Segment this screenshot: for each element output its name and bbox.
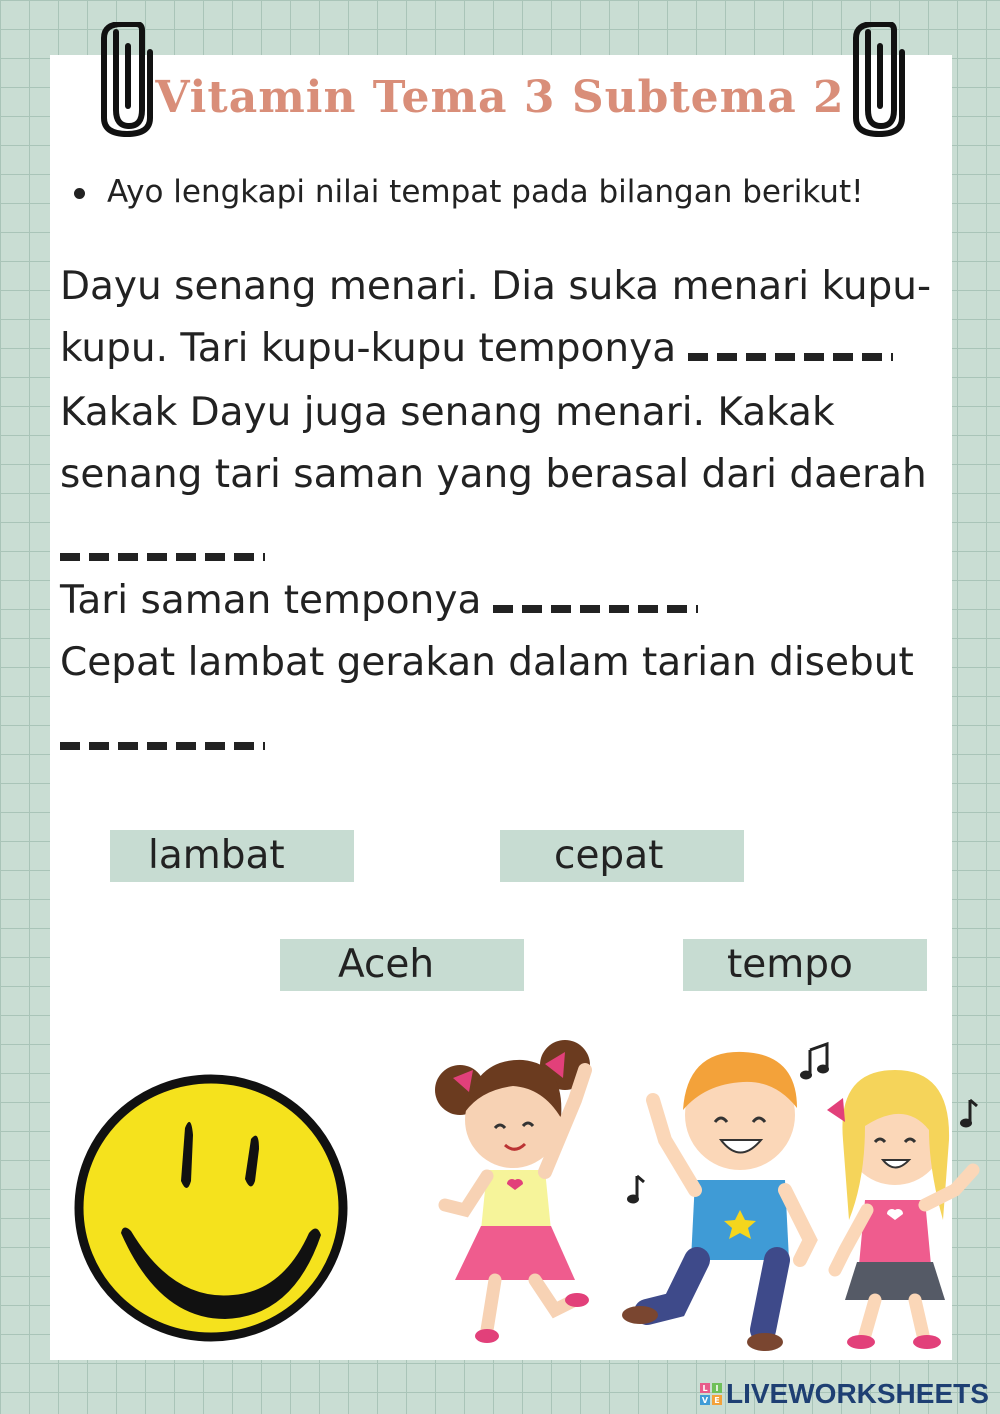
instruction-text: Ayo lengkapi nilai tempat pada bilangan berikut! [107,174,864,210]
liveworksheets-logo-icon [700,1383,722,1405]
passage-line-4: senang tari saman yang berasal dari daerah [60,452,927,497]
answer-option-tempo[interactable]: tempo [683,939,927,991]
passage-line-6: Cepat lambat gerakan dalam tarian disebut [60,640,914,685]
passage-line-2 [60,326,893,371]
instruction [74,174,864,210]
passage-line-5-text: Tari saman temponya [60,578,482,623]
brand-name: LIVEWORKSHEETS [726,1378,989,1409]
logo-letter: V [701,1396,709,1405]
passage-line-2-text: kupu. Tari kupu-kupu temponya [60,326,677,371]
passage-line-5 [60,578,698,623]
bullet-icon [74,188,85,199]
answer-option-cepat[interactable]: cepat [500,830,744,882]
girl-dancer-2 [827,1070,973,1349]
liveworksheets-brand[interactable] [700,1378,989,1410]
answer-option-lambat[interactable]: lambat [110,830,354,882]
boy-dancer [622,1052,810,1351]
answer-blank-2[interactable] [60,553,265,561]
smiley-face-icon [73,1073,349,1343]
girl-dancer-1 [435,1040,590,1343]
answer-blank-3[interactable] [493,605,698,613]
logo-letter: L [702,1384,708,1393]
answer-blank-1[interactable] [688,353,893,361]
logo-letter: I [715,1384,719,1393]
passage-line-1: Dayu senang menari. Dia suka menari kupu- [60,264,932,309]
answer-blank-4[interactable] [60,742,265,750]
page-title: Vitamin Tema 3 Subtema 2 [155,72,845,123]
logo-letter: E [714,1396,720,1405]
dancing-kids-illustration [425,1030,985,1360]
answer-option-aceh[interactable]: Aceh [280,939,524,991]
passage-line-3: Kakak Dayu juga senang menari. Kakak [60,390,835,435]
